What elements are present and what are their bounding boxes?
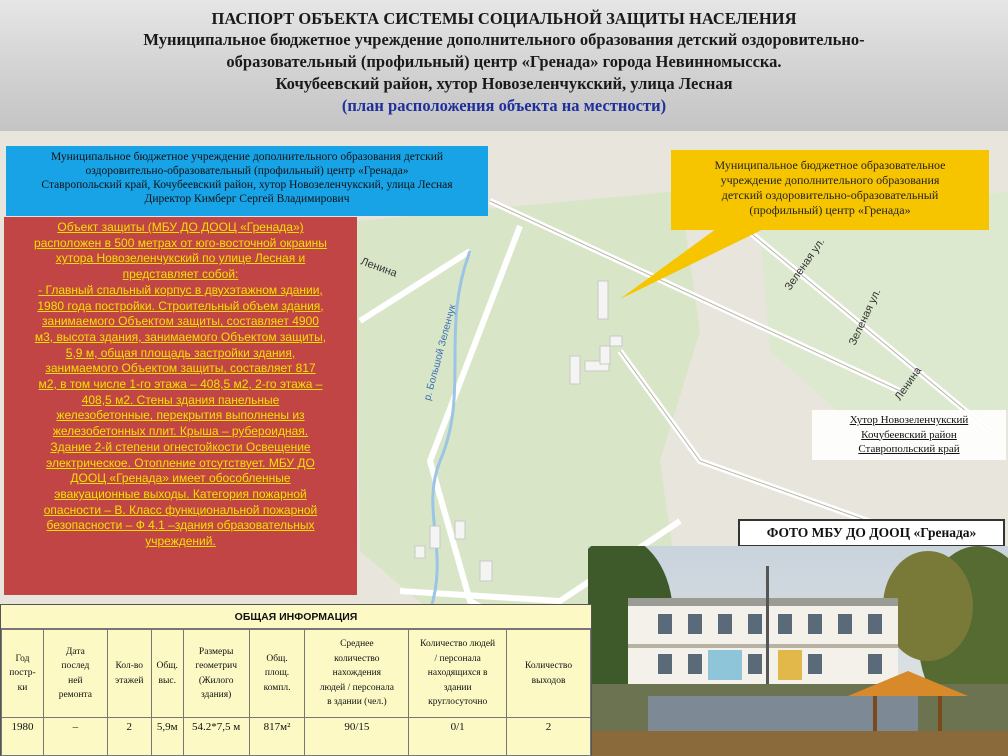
subtitle-line-1: Муниципальное бюджетное учреждение дополнительного образования детский оздоровительно-	[143, 30, 865, 49]
header-year: Год постр- ки	[2, 630, 44, 718]
desc-line: - Главный спальный корпус в двухэтажном здании,	[38, 282, 323, 297]
cell-area: 817м²	[249, 718, 305, 756]
header-people-24h: Количество людей / персонала находящихся в здании круглосуточно	[409, 630, 507, 718]
cell-height: 5,9м	[151, 718, 183, 756]
institution-line-2: оздоровительно-образовательный (профильный) центр «Гренада»	[85, 165, 409, 177]
info-grid	[1, 629, 591, 756]
header-avg-people: Среднее количество нахождения людей / персонала в здании (чел.)	[305, 630, 409, 718]
hamlet-label	[812, 410, 1006, 460]
street-label-zelenaya-2: Зеленая ул.	[846, 287, 884, 348]
director-line: Директор Кимберг Сергей Владимирович	[144, 193, 350, 205]
region-name: Ставропольский край	[858, 443, 960, 455]
subtitle-line-2: образовательный (профильный) центр «Гренада» города Невинномысска.	[226, 52, 782, 71]
desc-line: электрическое. Отопление отсутствует. МБУ ДО	[46, 455, 315, 470]
cell-repair-date: –	[43, 718, 107, 756]
river-label: р. Большой Зеленчук	[422, 303, 459, 402]
desc-line: 5,9 м, общая площадь застройки здания,	[65, 345, 296, 360]
institution-info-box	[6, 146, 488, 216]
cell-avg-people: 90/15	[305, 718, 409, 756]
desc-line: Здание 2-й степени огнестойкости Освещение	[50, 439, 311, 454]
cell-exits: 2	[507, 718, 591, 756]
desc-line: представляет собой:	[122, 267, 239, 282]
page-header	[0, 0, 1008, 131]
cell-dimensions: 54.2*7,5 м	[183, 718, 249, 756]
building-photo	[588, 546, 1008, 756]
district-name: Кочубеевский район	[861, 428, 957, 441]
street-label-lenina-right: Ленина	[892, 364, 925, 403]
header-area: Общ. площ. компл.	[249, 630, 305, 718]
institution-line-3: Ставропольский край, Кочубеевский район, хутор Новозеленчукский, улица Лесная	[41, 179, 453, 191]
header-height: Общ. выс.	[151, 630, 183, 718]
page-title: ПАСПОРТ ОБЪЕКТА СИСТЕМЫ СОЦИАЛЬНОЙ ЗАЩИТЫ НАСЕЛЕНИЯ	[211, 9, 797, 28]
desc-line: опасности – В. Класс функциональной пожарной	[43, 502, 318, 517]
desc-line: хутора Новозеленчукский по улице Лесная и	[55, 251, 306, 266]
header-exits: Количество выходов	[507, 630, 591, 718]
desc-line: занимаемого Объектом защиты, составляет 817	[45, 361, 316, 376]
street-label-lenina-top: Ленина	[358, 255, 399, 280]
header-floors: Кол-во этажей	[107, 630, 151, 718]
desc-line: м2, в том числе 1-го этажа – 408,5 м2, 2-го этажа –	[38, 377, 323, 392]
object-description	[4, 217, 357, 595]
plan-caption: (план расположения объекта на местности)	[341, 96, 667, 115]
object-callout	[671, 150, 989, 230]
table-row	[2, 718, 591, 756]
address-line: Кочубеевский район, хутор Новозеленчукский, улица Лесная	[275, 74, 733, 93]
desc-line: 408,5 м2. Стены здания панельные	[81, 392, 280, 407]
institution-line-1: Муниципальное бюджетное учреждение дополнительного образования детский	[50, 151, 444, 163]
cell-floors: 2	[107, 718, 151, 756]
header-dimensions: Размеры геометрич (Жилого здания)	[183, 630, 249, 718]
desc-line: железобетонных плит. Крыша – рубероидная.	[52, 424, 309, 439]
desc-line: эвакуационные выходы. Категория пожарной	[54, 486, 307, 501]
desc-line: расположен в 500 метрах от юго-восточной окраины	[34, 235, 327, 250]
callout-line-2: учреждение дополнительного образования	[720, 173, 940, 187]
callout-line-3: детский оздоровительно-образовательный	[721, 188, 939, 202]
photo-label: ФОТО МБУ ДО ДООЦ «Гренада»	[738, 519, 1005, 547]
desc-line: учреждений.	[145, 534, 216, 549]
header-repair-date: Дата послед ней ремонта	[43, 630, 107, 718]
callout-line-1: Муниципальное бюджетное образовательное	[714, 158, 946, 172]
desc-line: м3, высота здания, занимаемого Объектом защиты,	[34, 329, 327, 344]
cell-people-24h: 0/1	[409, 718, 507, 756]
desc-line: 1980 года постройки. Строительный объем здания,	[37, 298, 324, 313]
desc-line: ДООЦ «Гренада» имеет обособленные	[70, 471, 291, 486]
callout-line-4: (профильный) центр «Гренада»	[749, 203, 911, 217]
desc-line: Объект защиты (МБУ ДО ДООЦ «Гренада»)	[57, 220, 304, 234]
table-title: ОБЩАЯ ИНФОРМАЦИЯ	[1, 605, 591, 629]
cell-year: 1980	[2, 718, 44, 756]
desc-line: безопасности – Ф 4.1 –здания образовательных	[46, 518, 315, 533]
general-info-table	[0, 604, 592, 756]
table-header-row	[2, 630, 591, 718]
street-label-zelenaya-1: Зеленая ул.	[782, 235, 828, 293]
desc-line: занимаемого Объектом защиты, составляет 4900	[42, 314, 319, 329]
desc-line: железобетонные, перекрытия выполнены из	[56, 408, 305, 423]
hamlet-name: Хутор Новозеленчукский	[849, 414, 969, 426]
